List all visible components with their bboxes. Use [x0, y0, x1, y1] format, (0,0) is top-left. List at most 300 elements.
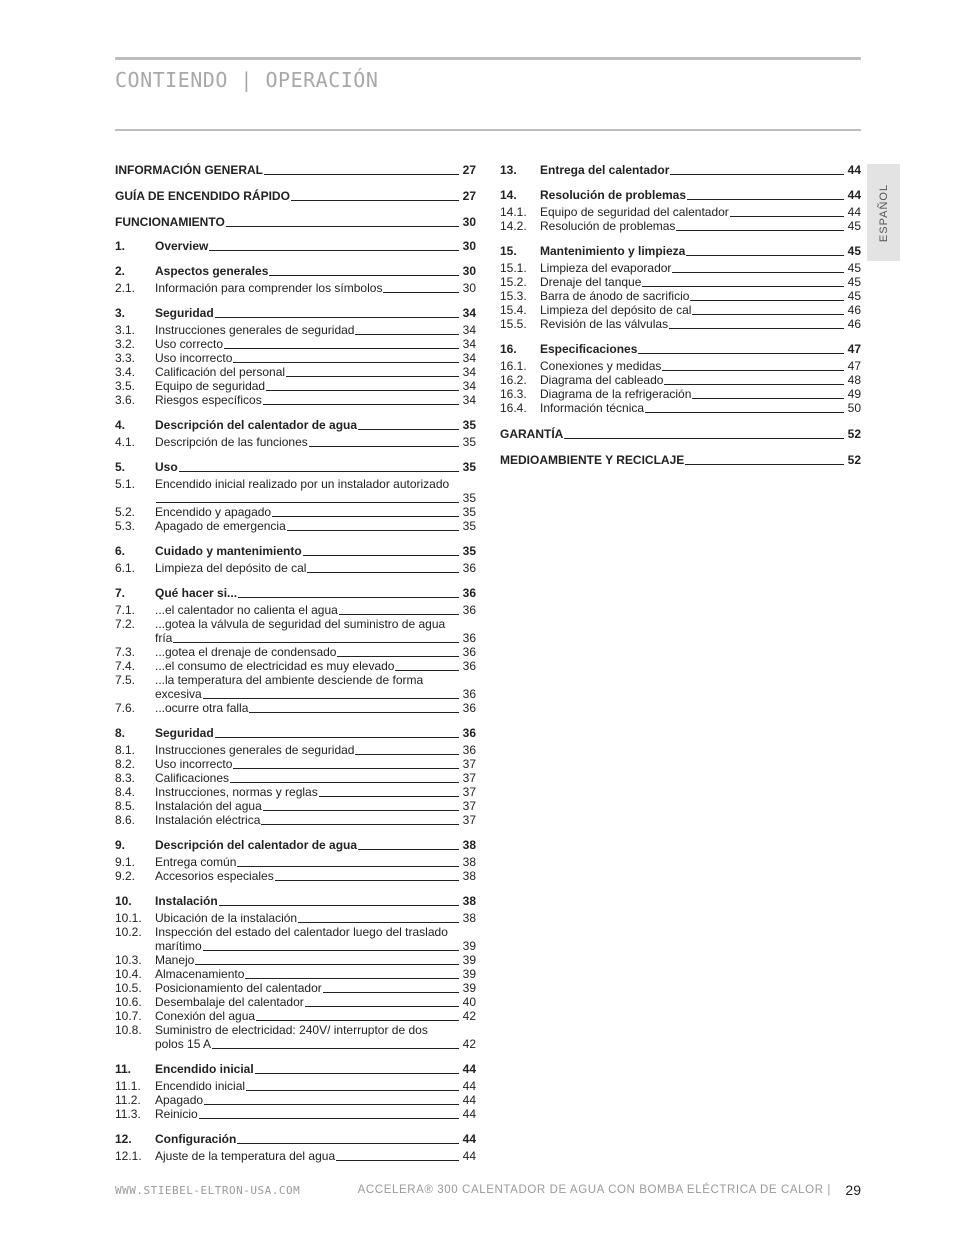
toc-entry[interactable] — [115, 953, 476, 967]
toc-entry[interactable] — [115, 1062, 476, 1076]
toc-entry-title: Limpieza del depósito de cal — [540, 303, 692, 317]
toc-entry[interactable] — [500, 373, 861, 387]
toc-entry[interactable] — [115, 855, 476, 869]
toc-entry-title: Encendido inicial — [155, 1079, 246, 1093]
toc-entry[interactable] — [115, 1009, 476, 1023]
toc-entry[interactable] — [115, 726, 476, 740]
toc-entry-number: 15.5. — [500, 317, 527, 331]
toc-entry[interactable] — [115, 1107, 476, 1121]
toc-entry-page: 36 — [462, 687, 476, 701]
toc-leader-line — [662, 370, 844, 371]
toc-entry-number: 5.2. — [115, 505, 136, 519]
toc-entry-title: Instrucciones generales de seguridad — [155, 323, 355, 337]
toc-entry-number: 10.1. — [115, 911, 142, 925]
toc-entry[interactable] — [115, 393, 476, 407]
toc-entry[interactable] — [115, 505, 476, 519]
toc-entry-page: 37 — [462, 799, 476, 813]
toc-entry[interactable] — [115, 925, 476, 953]
toc-entry-number: 14.2. — [500, 219, 527, 233]
toc-entry[interactable] — [115, 894, 476, 908]
toc-entry-title: Apagado de emergencia — [155, 519, 286, 533]
toc-entry-number: 16. — [500, 342, 517, 356]
toc-entry-title: Equipo de seguridad — [155, 379, 266, 393]
toc-entry-title: MEDIOAMBIENTE Y RECICLAJE — [500, 453, 685, 467]
toc-entry-number: 15.4. — [500, 303, 527, 317]
toc-leader-line — [255, 1073, 459, 1074]
toc-entry-number: 16.1. — [500, 359, 527, 373]
toc-entry-title: Aspectos generales — [155, 264, 269, 278]
toc-entry[interactable] — [115, 365, 476, 379]
toc-leader-line — [645, 412, 844, 413]
toc-entry-title: INFORMACIÓN GENERAL — [115, 163, 263, 177]
toc-entry-number: 14. — [500, 188, 517, 202]
toc-entry-number: 8.4. — [115, 785, 136, 799]
toc-entry-page: 34 — [462, 337, 476, 351]
toc-entry-page: 37 — [462, 757, 476, 771]
toc-entry-title: Resolución de problemas — [540, 188, 687, 202]
toc-entry-title: Encendido inicial realizado por un instalador autorizado — [155, 477, 450, 491]
toc-entry[interactable] — [115, 1149, 476, 1163]
toc-entry-title-continued: excesiva — [155, 687, 202, 701]
toc-entry-page: 35 — [462, 418, 476, 432]
toc-entry[interactable] — [500, 401, 861, 415]
toc-entry-number: 10.7. — [115, 1009, 142, 1023]
toc-entry[interactable] — [115, 418, 476, 432]
toc-entry-title: Especificaciones — [540, 342, 638, 356]
toc-entry-title: Descripción del calentador de agua — [155, 838, 358, 852]
toc-leader-line — [291, 200, 459, 201]
toc-leader-line — [237, 866, 459, 867]
toc-entry[interactable] — [115, 813, 476, 827]
toc-entry-title: Instalación eléctrica — [155, 813, 261, 827]
toc-leader-line — [230, 782, 459, 783]
toc-entry-title: Calificaciones — [155, 771, 230, 785]
toc-entry-number: 10.6. — [115, 995, 142, 1009]
toc-entry[interactable] — [115, 743, 476, 757]
toc-entry-page: 38 — [462, 911, 476, 925]
toc-entry[interactable] — [115, 337, 476, 351]
toc-entry-page: 49 — [847, 387, 861, 401]
toc-entry-title: Uso — [155, 460, 178, 474]
toc-entry[interactable] — [115, 435, 476, 449]
toc-entry-page: 35 — [462, 505, 476, 519]
page-title: CONTIENDO | OPERACIÓN — [115, 68, 379, 92]
toc-entry-title: ...ocurre otra falla — [155, 701, 249, 715]
toc-entry[interactable] — [115, 519, 476, 533]
toc-leader-line — [263, 404, 459, 405]
toc-entry-number: 3.1. — [115, 323, 136, 337]
toc-entry[interactable] — [115, 379, 476, 393]
toc-entry[interactable] — [115, 785, 476, 799]
toc-entry-page: 34 — [462, 379, 476, 393]
toc-entry[interactable] — [115, 1132, 476, 1146]
toc-entry-page: 38 — [462, 855, 476, 869]
toc-entry-page: 44 — [462, 1149, 476, 1163]
toc-entry-number: 4.1. — [115, 435, 136, 449]
toc-entry-title: Descripción de las funciones — [155, 435, 308, 449]
toc-leader-line — [286, 376, 459, 377]
toc-entry-number: 8.5. — [115, 799, 136, 813]
toc-leader-line — [275, 880, 459, 881]
toc-entry[interactable] — [500, 359, 861, 373]
toc-entry[interactable] — [115, 281, 476, 295]
toc-entry-wrap — [155, 477, 476, 505]
toc-leader-line — [395, 670, 459, 671]
toc-entry-number: 11.3. — [115, 1107, 141, 1121]
toc-entry-number: 10.3. — [115, 953, 142, 967]
toc-entry-title: Suministro de electricidad: 240V/ interruptor de dos — [155, 1023, 428, 1037]
toc-entry[interactable] — [115, 189, 476, 203]
toc-entry-wrap — [155, 1023, 476, 1051]
toc-entry-page: 39 — [462, 953, 476, 967]
toc-leader-line — [685, 464, 844, 465]
toc-entry-number: 13. — [500, 163, 517, 177]
toc-entry-title: Configuración — [155, 1132, 237, 1146]
language-tab-label: ESPAÑOL — [877, 183, 890, 242]
toc-leader-line — [203, 950, 459, 951]
toc-entry-title: Apagado — [155, 1093, 204, 1107]
toc-entry-title: Seguridad — [155, 726, 214, 740]
toc-leader-line — [173, 642, 459, 643]
toc-entry-number: 16.4. — [500, 401, 527, 415]
toc-leader-line — [690, 300, 844, 301]
toc-entry-page: 36 — [462, 586, 476, 600]
toc-entry-number: 7.4. — [115, 659, 136, 673]
toc-entry-page: 36 — [462, 701, 476, 715]
toc-entry[interactable] — [500, 275, 861, 289]
toc-entry-page: 52 — [847, 453, 861, 467]
toc-entry-page: 46 — [847, 317, 861, 331]
toc-entry[interactable] — [500, 289, 861, 303]
toc-entry-page: 44 — [847, 163, 861, 177]
toc-right-column — [500, 163, 861, 467]
toc-entry-number: 15.2. — [500, 275, 527, 289]
toc-entry[interactable] — [115, 645, 476, 659]
toc-entry-title: Inspección del estado del calentador luego del traslado — [155, 925, 448, 939]
toc-entry-number: 10.4. — [115, 967, 142, 981]
toc-entry-page: 36 — [462, 743, 476, 757]
toc-entry-page: 45 — [847, 219, 861, 233]
toc-leader-line — [204, 1104, 459, 1105]
toc-entry[interactable] — [115, 771, 476, 785]
toc-entry[interactable] — [500, 317, 861, 331]
toc-entry-number: 5.3. — [115, 519, 136, 533]
toc-entry[interactable] — [500, 205, 861, 219]
toc-entry-page: 30 — [462, 264, 476, 278]
toc-entry-number: 6. — [115, 544, 126, 558]
toc-entry-number: 3. — [115, 306, 126, 320]
toc-entry-second-line — [155, 687, 476, 701]
toc-leader-line — [692, 314, 844, 315]
toc-entry-page: 50 — [847, 401, 861, 415]
toc-entry-number: 3.2. — [115, 337, 136, 351]
toc-entry-number: 8.6. — [115, 813, 136, 827]
toc-leader-line — [298, 922, 459, 923]
toc-entry[interactable] — [115, 799, 476, 813]
toc-leader-line — [307, 572, 459, 573]
toc-leader-line — [233, 362, 459, 363]
toc-entry[interactable] — [115, 323, 476, 337]
toc-leader-line — [669, 328, 844, 329]
toc-leader-line — [305, 1006, 459, 1007]
toc-entry-title: Instalación del agua — [155, 799, 262, 813]
toc-leader-line — [355, 754, 459, 755]
toc-leader-line — [323, 992, 459, 993]
toc-entry-number: 4. — [115, 418, 126, 432]
toc-entry-number: 7.3. — [115, 645, 136, 659]
toc-entry-title: Información técnica — [540, 401, 645, 415]
toc-entry[interactable] — [500, 163, 861, 177]
toc-entry[interactable] — [115, 561, 476, 575]
toc-entry-title: Qué hacer si... — [155, 586, 238, 600]
toc-entry-number: 1. — [115, 239, 126, 253]
toc-entry[interactable] — [500, 188, 861, 202]
toc-entry-title: Almacenamiento — [155, 967, 245, 981]
toc-entry-page: 45 — [847, 289, 861, 303]
toc-entry[interactable] — [115, 869, 476, 883]
toc-entry[interactable] — [500, 342, 861, 356]
toc-entry-title: GUÍA DE ENCENDIDO RÁPIDO — [115, 189, 290, 203]
toc-entry-title: Instrucciones, normas y reglas — [155, 785, 318, 799]
toc-entry-page: 46 — [847, 303, 861, 317]
toc-entry-title: Barra de ánodo de sacrificio — [540, 289, 690, 303]
toc-entry-title: ...gotea el drenaje de condensado — [155, 645, 337, 659]
toc-entry-number: 9.2. — [115, 869, 136, 883]
toc-entry-number: 11. — [115, 1062, 132, 1076]
header-rule — [115, 57, 861, 60]
toc-leader-line — [199, 1118, 459, 1119]
toc-entry[interactable] — [115, 1079, 476, 1093]
toc-entry[interactable] — [115, 544, 476, 558]
toc-entry-title: Entrega del calentador — [540, 163, 670, 177]
toc-entry-page: 35 — [462, 519, 476, 533]
toc-entry-page: 40 — [462, 995, 476, 1009]
toc-leader-line — [209, 250, 459, 251]
toc-entry-title: Instalación — [155, 894, 218, 908]
toc-entry-title: Manejo — [155, 953, 195, 967]
toc-entry[interactable] — [115, 239, 476, 253]
toc-entry-page: 35 — [462, 544, 476, 558]
toc-entry-page: 44 — [462, 1062, 476, 1076]
toc-entry-wrap — [155, 673, 476, 701]
toc-entry[interactable] — [115, 617, 476, 645]
toc-entry[interactable] — [115, 586, 476, 600]
toc-entry-page: 30 — [462, 281, 476, 295]
toc-entry-title: Información para comprender los símbolos — [155, 281, 383, 295]
toc-entry-page: 37 — [462, 813, 476, 827]
toc-entry[interactable] — [115, 264, 476, 278]
toc-entry-title: ...el consumo de electricidad es muy elevado — [155, 659, 395, 673]
footer-url[interactable]: WWW.STIEBEL-ELTRON-USA.COM — [115, 1184, 301, 1197]
toc-entry[interactable] — [115, 967, 476, 981]
toc-leader-line — [337, 656, 459, 657]
toc-entry-number: 11.1. — [115, 1079, 141, 1093]
toc-leader-line — [263, 810, 459, 811]
toc-entry-number: 14.1. — [500, 205, 527, 219]
toc-entry-page: 45 — [847, 275, 861, 289]
toc-entry-page: 48 — [847, 373, 861, 387]
toc-leader-line — [670, 174, 844, 175]
toc-left-column — [115, 163, 476, 1163]
toc-entry-page: 39 — [462, 939, 476, 953]
toc-entry-page: 36 — [462, 645, 476, 659]
toc-entry-number: 16.3. — [500, 387, 527, 401]
toc-entry-page: 27 — [462, 189, 476, 203]
toc-entry[interactable] — [115, 1023, 476, 1051]
toc-leader-line — [219, 905, 459, 906]
toc-entry-page: 44 — [462, 1107, 476, 1121]
toc-entry-title: GARANTÍA — [500, 427, 564, 441]
toc-leader-line — [638, 353, 844, 354]
toc-entry[interactable] — [500, 261, 861, 275]
toc-entry-page: 34 — [462, 323, 476, 337]
toc-entry-number: 10.5. — [115, 981, 142, 995]
toc-entry-title: Uso incorrecto — [155, 757, 233, 771]
toc-entry-page: 44 — [462, 1132, 476, 1146]
toc-entry-number: 9. — [115, 838, 126, 852]
toc-entry-page: 36 — [462, 603, 476, 617]
toc-entry[interactable] — [115, 603, 476, 617]
toc-entry[interactable] — [115, 460, 476, 474]
toc-entry-number: 7.1. — [115, 603, 136, 617]
language-tab — [867, 164, 900, 261]
toc-entry-title: Seguridad — [155, 306, 214, 320]
toc-entry[interactable] — [115, 215, 476, 229]
toc-entry-second-line — [155, 631, 476, 645]
toc-leader-line — [355, 334, 459, 335]
toc-entry[interactable] — [500, 303, 861, 317]
toc-entry[interactable] — [115, 1093, 476, 1107]
toc-entry-number: 5.1. — [115, 477, 136, 491]
toc-entry[interactable] — [115, 306, 476, 320]
toc-entry-page: 45 — [847, 261, 861, 275]
toc-entry[interactable] — [115, 659, 476, 673]
toc-entry-page: 35 — [462, 460, 476, 474]
toc-entry-number: 15. — [500, 244, 517, 258]
toc-entry-number: 10.2. — [115, 925, 142, 939]
toc-leader-line — [564, 438, 844, 439]
toc-entry-title: ...el calentador no calienta el agua — [155, 603, 338, 617]
toc-entry-number: 7.2. — [115, 617, 136, 631]
toc-leader-line — [179, 471, 459, 472]
toc-entry-page: 39 — [462, 967, 476, 981]
toc-entry[interactable] — [115, 981, 476, 995]
toc-entry-number: 3.6. — [115, 393, 136, 407]
toc-entry-page: 35 — [462, 491, 476, 505]
toc-entry-number: 7.6. — [115, 701, 136, 715]
toc-leader-line — [203, 698, 459, 699]
toc-entry-title: Encendido y apagado — [155, 505, 272, 519]
toc-entry-title: Accesorios especiales — [155, 869, 274, 883]
toc-leader-line — [238, 597, 459, 598]
toc-entry-title-continued: polos 15 A — [155, 1037, 212, 1051]
toc-entry-page: 37 — [462, 771, 476, 785]
footer-page-number: 29 — [845, 1182, 861, 1198]
toc-leader-line — [664, 384, 844, 385]
toc-entry[interactable] — [115, 995, 476, 1009]
toc-leader-line — [266, 390, 459, 391]
toc-leader-line — [212, 1048, 459, 1049]
toc-leader-line — [237, 1143, 459, 1144]
toc-entry[interactable] — [500, 244, 861, 258]
toc-entry-title: Cuidado y mantenimiento — [155, 544, 302, 558]
toc-entry-title: Uso correcto — [155, 337, 224, 351]
toc-entry[interactable] — [500, 219, 861, 233]
toc-entry-title-continued: fría — [155, 631, 173, 645]
toc-entry-number: 7. — [115, 586, 126, 600]
toc-entry-number: 8.2. — [115, 757, 136, 771]
toc-entry[interactable] — [500, 387, 861, 401]
toc-leader-line — [195, 964, 459, 965]
toc-entry-number: 3.4. — [115, 365, 136, 379]
toc-entry-title: Conexiones y medidas — [540, 359, 662, 373]
toc-entry-number: 2.1. — [115, 281, 136, 295]
toc-entry[interactable] — [115, 477, 476, 505]
toc-entry-title: Instrucciones generales de seguridad — [155, 743, 355, 757]
toc-entry[interactable] — [115, 351, 476, 365]
toc-entry-title: Ajuste de la temperatura del agua — [155, 1149, 336, 1163]
toc-entry-number: 3.3. — [115, 351, 136, 365]
toc-entry-page: 45 — [847, 244, 861, 258]
toc-leader-line — [358, 429, 459, 430]
toc-entry[interactable] — [115, 757, 476, 771]
toc-entry-title: Entrega común — [155, 855, 237, 869]
toc-entry-title: Reinicio — [155, 1107, 198, 1121]
toc-leader-line — [233, 768, 459, 769]
toc-entry-title: Overview — [155, 239, 209, 253]
toc-entry-number: 12.1. — [115, 1149, 142, 1163]
toc-leader-line — [383, 292, 459, 293]
toc-leader-line — [269, 275, 459, 276]
toc-entry[interactable] — [115, 838, 476, 852]
toc-entry-page: 30 — [462, 215, 476, 229]
toc-entry[interactable] — [115, 911, 476, 925]
toc-leader-line — [215, 737, 459, 738]
page-footer — [115, 1182, 861, 1200]
toc-entry[interactable] — [500, 453, 861, 467]
toc-leader-line — [676, 230, 844, 231]
toc-entry-title: Calificación del personal — [155, 365, 286, 379]
toc-entry-second-line — [155, 491, 476, 505]
toc-entry[interactable] — [115, 673, 476, 701]
toc-entry-page: 30 — [462, 239, 476, 253]
toc-leader-line — [249, 712, 459, 713]
toc-leader-line — [287, 530, 459, 531]
toc-entry-page: 36 — [462, 726, 476, 740]
toc-entry-number: 10.8. — [115, 1023, 142, 1037]
toc-entry-number: 15.1. — [500, 261, 527, 275]
toc-entry-page: 42 — [462, 1009, 476, 1023]
toc-entry-number: 11.2. — [115, 1093, 141, 1107]
toc-leader-line — [730, 216, 844, 217]
toc-entry-number: 15.3. — [500, 289, 527, 303]
toc-entry-page: 34 — [462, 351, 476, 365]
toc-entry-title: Ubicación de la instalación — [155, 911, 298, 925]
toc-entry[interactable] — [115, 163, 476, 177]
toc-entry-title: Descripción del calentador de agua — [155, 418, 358, 432]
toc-entry-page: 47 — [847, 342, 861, 356]
toc-entry[interactable] — [500, 427, 861, 441]
toc-entry-number: 8.3. — [115, 771, 136, 785]
toc-entry[interactable] — [115, 701, 476, 715]
toc-entry-number: 5. — [115, 460, 126, 474]
toc-entry-number: 12. — [115, 1132, 132, 1146]
toc-leader-line — [264, 174, 459, 175]
toc-leader-line — [261, 824, 459, 825]
toc-entry-page: 44 — [847, 188, 861, 202]
toc-entry-number: 8. — [115, 726, 126, 740]
toc-entry-page: 44 — [462, 1079, 476, 1093]
